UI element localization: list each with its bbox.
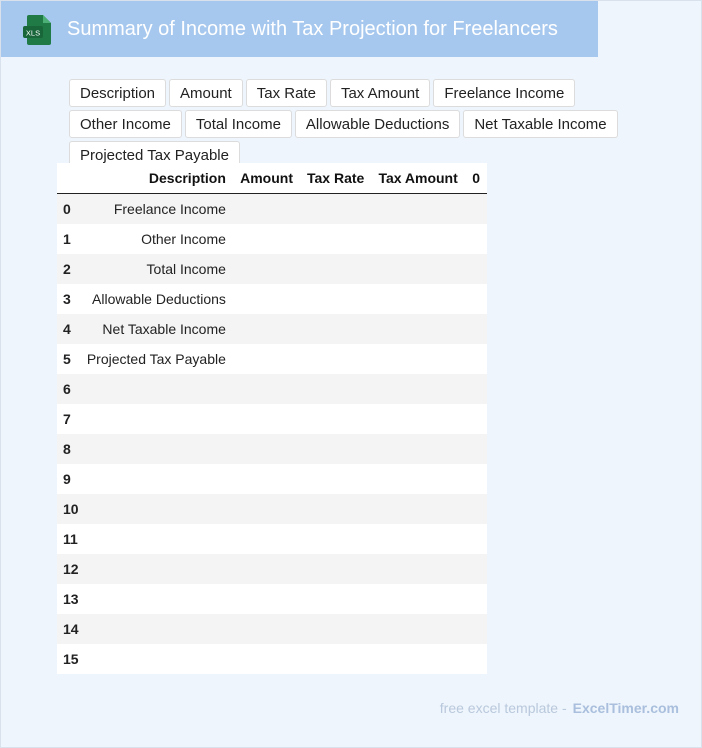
cell-description	[79, 644, 233, 674]
cell-amount	[233, 584, 300, 614]
cell-tax-amount	[371, 374, 464, 404]
cell-tax-amount	[371, 584, 464, 614]
table-body	[57, 194, 487, 675]
cell-description	[79, 464, 233, 494]
row-index: 5	[57, 344, 79, 374]
row-index: 7	[57, 404, 79, 434]
table-row	[57, 374, 487, 404]
cell-tax-amount	[371, 224, 464, 254]
cell-tax-rate	[300, 614, 371, 644]
table-row	[57, 314, 487, 344]
cell-tax-rate	[300, 644, 371, 674]
cell-amount	[233, 374, 300, 404]
cell-zero	[465, 224, 487, 254]
cell-zero	[465, 284, 487, 314]
cell-tax-amount	[371, 524, 464, 554]
cell-amount	[233, 344, 300, 374]
cell-amount	[233, 224, 300, 254]
cell-description: Total Income	[79, 254, 233, 284]
row-index: 3	[57, 284, 79, 314]
table-row	[57, 434, 487, 464]
cell-zero	[465, 614, 487, 644]
cell-amount	[233, 404, 300, 434]
header-banner	[1, 1, 598, 57]
cell-tax-amount	[371, 314, 464, 344]
cell-amount	[233, 644, 300, 674]
tag-description[interactable]: Description	[69, 79, 166, 107]
footer-text: free excel template -	[439, 700, 567, 716]
tag-amount[interactable]: Amount	[169, 79, 243, 107]
column-header-tax-rate[interactable]: Tax Rate	[300, 163, 371, 194]
cell-tax-rate	[300, 464, 371, 494]
table-row	[57, 194, 487, 225]
cell-amount	[233, 434, 300, 464]
column-header-zero[interactable]: 0	[465, 163, 487, 194]
tag-other-income[interactable]: Other Income	[69, 110, 182, 138]
header-index-column	[57, 163, 79, 194]
excel-file-icon-label: XLS	[25, 28, 41, 38]
cell-tax-rate	[300, 284, 371, 314]
table-row	[57, 284, 487, 314]
cell-zero	[465, 554, 487, 584]
cell-tax-amount	[371, 614, 464, 644]
column-header-amount[interactable]: Amount	[233, 163, 300, 194]
row-index: 4	[57, 314, 79, 344]
cell-amount	[233, 494, 300, 524]
table-row	[57, 614, 487, 644]
cell-tax-rate	[300, 494, 371, 524]
row-index: 1	[57, 224, 79, 254]
row-index: 14	[57, 614, 79, 644]
data-table	[57, 163, 487, 674]
cell-tax-rate	[300, 434, 371, 464]
cell-zero	[465, 434, 487, 464]
cell-description	[79, 584, 233, 614]
data-table-container	[63, 163, 487, 674]
table-row	[57, 554, 487, 584]
row-index: 2	[57, 254, 79, 284]
cell-amount	[233, 614, 300, 644]
cell-description: Freelance Income	[79, 194, 233, 225]
cell-description	[79, 524, 233, 554]
cell-tax-rate	[300, 404, 371, 434]
cell-tax-amount	[371, 284, 464, 314]
cell-tax-amount	[371, 344, 464, 374]
cell-zero	[465, 404, 487, 434]
excel-file-icon	[23, 15, 51, 45]
cell-zero	[465, 374, 487, 404]
cell-amount	[233, 524, 300, 554]
cell-tax-rate	[300, 224, 371, 254]
cell-tax-rate	[300, 584, 371, 614]
tag-allowable-deductions[interactable]: Allowable Deductions	[295, 110, 460, 138]
cell-description	[79, 374, 233, 404]
row-index: 13	[57, 584, 79, 614]
table-row	[57, 494, 487, 524]
cell-tax-rate	[300, 374, 371, 404]
table-row	[57, 584, 487, 614]
cell-tax-amount	[371, 464, 464, 494]
footer-brand-link[interactable]: ExcelTimer.com	[572, 700, 679, 716]
row-index: 6	[57, 374, 79, 404]
cell-tax-rate	[300, 254, 371, 284]
tag-freelance-income[interactable]: Freelance Income	[433, 79, 575, 107]
footer	[440, 700, 679, 716]
page-title: Summary of Income with Tax Projection for Freelancers	[67, 18, 558, 40]
cell-zero	[465, 494, 487, 524]
cell-tax-amount	[371, 254, 464, 284]
cell-tax-amount	[371, 554, 464, 584]
cell-description: Net Taxable Income	[79, 314, 233, 344]
cell-zero	[465, 464, 487, 494]
tag-total-income[interactable]: Total Income	[185, 110, 292, 138]
table-header-row	[57, 163, 487, 194]
cell-tax-amount	[371, 194, 464, 225]
cell-description	[79, 614, 233, 644]
table-row	[57, 344, 487, 374]
tag-projected-tax-payable[interactable]: Projected Tax Payable	[69, 141, 240, 169]
cell-tax-rate	[300, 314, 371, 344]
cell-tax-rate	[300, 344, 371, 374]
table-row	[57, 464, 487, 494]
tag-net-taxable-income[interactable]: Net Taxable Income	[463, 110, 617, 138]
cell-zero	[465, 194, 487, 225]
row-index: 11	[57, 524, 79, 554]
cell-description	[79, 434, 233, 464]
cell-zero	[465, 524, 487, 554]
column-header-description[interactable]: Description	[79, 163, 233, 194]
cell-description	[79, 494, 233, 524]
cell-tax-amount	[371, 404, 464, 434]
cell-description: Projected Tax Payable	[79, 344, 233, 374]
cell-tax-amount	[371, 644, 464, 674]
table-row	[57, 644, 487, 674]
table-row	[57, 524, 487, 554]
row-index: 0	[57, 194, 79, 225]
cell-amount	[233, 194, 300, 225]
tag-tax-rate[interactable]: Tax Rate	[246, 79, 327, 107]
cell-zero	[465, 344, 487, 374]
table-row	[57, 254, 487, 284]
cell-zero	[465, 644, 487, 674]
cell-amount	[233, 464, 300, 494]
cell-tax-rate	[300, 524, 371, 554]
table-row	[57, 224, 487, 254]
column-tags	[69, 79, 691, 169]
cell-amount	[233, 314, 300, 344]
cell-tax-rate	[300, 554, 371, 584]
tag-tax-amount[interactable]: Tax Amount	[330, 79, 430, 107]
row-index: 8	[57, 434, 79, 464]
cell-amount	[233, 284, 300, 314]
cell-description: Other Income	[79, 224, 233, 254]
row-index: 15	[57, 644, 79, 674]
cell-description	[79, 554, 233, 584]
cell-description	[79, 404, 233, 434]
cell-zero	[465, 584, 487, 614]
cell-tax-rate	[300, 194, 371, 225]
cell-description: Allowable Deductions	[79, 284, 233, 314]
cell-tax-amount	[371, 494, 464, 524]
table-row	[57, 404, 487, 434]
column-header-tax-amount[interactable]: Tax Amount	[371, 163, 464, 194]
row-index: 9	[57, 464, 79, 494]
cell-zero	[465, 314, 487, 344]
cell-amount	[233, 254, 300, 284]
row-index: 10	[57, 494, 79, 524]
row-index: 12	[57, 554, 79, 584]
cell-tax-amount	[371, 434, 464, 464]
cell-zero	[465, 254, 487, 284]
cell-amount	[233, 554, 300, 584]
